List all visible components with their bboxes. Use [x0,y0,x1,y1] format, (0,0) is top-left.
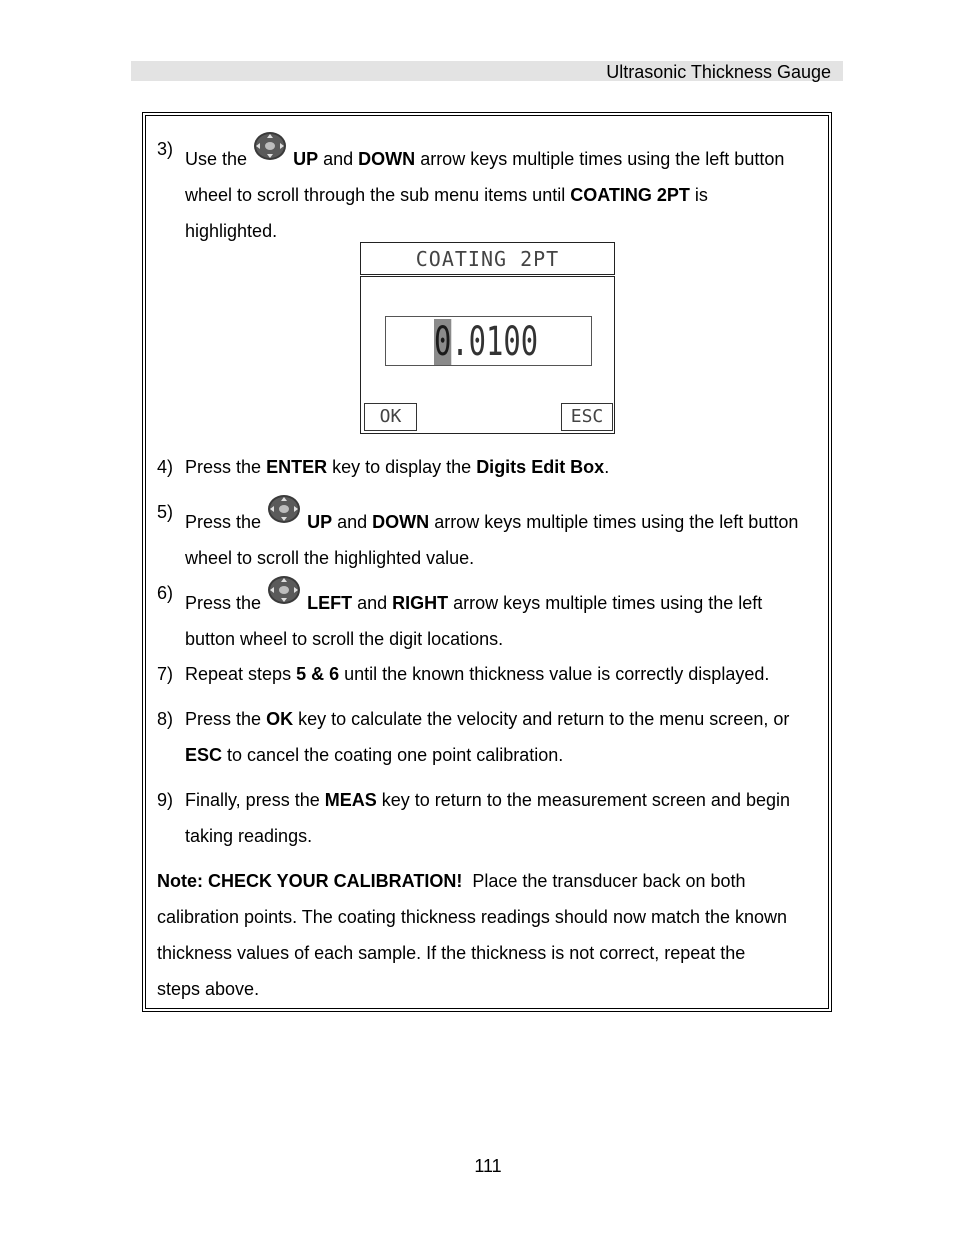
step-6: 6) Press the LEFT and RIGHT arrow keys multiple times using the left button wheel to scroll the digit locations. [157,575,827,657]
esc-button: ESC [561,403,613,431]
step-8: 8) Press the OK key to calculate the velocity and return to the menu screen, or ESC to cancel the coating one point calibration. [157,709,790,765]
step-7: 7) Repeat steps 5 & 6 until the known thickness value is correctly displayed. [157,664,770,684]
button-wheel-icon [267,494,301,524]
lcd-title-bar [360,242,615,275]
ok-button: OK [364,403,417,431]
lcd-menu-title: COATING 2PT [415,247,560,271]
highlighted-digit: 0 [434,319,452,365]
note-label: Note: CHECK YOUR CALIBRATION! [157,871,463,891]
header-title: Ultrasonic Thickness Gauge [606,62,831,82]
step-5: 5) Press the UP and DOWN arrow keys multiple times using the left button wheel to scroll the highlighted value. [157,494,827,576]
calibration-note: Note: CHECK YOUR CALIBRATION! Place the transducer back on both calibration points. The coating thickness readings should now match the known thickness values of each sample. If the thickness is not correct, repeat the steps above. [157,871,788,999]
lcd-screen [360,276,615,434]
step-4: 4) Press the ENTER key to display the Digits Edit Box. [157,457,610,477]
lcd-value: 0.0100 [434,319,539,365]
digits-edit-box [385,316,592,366]
page-number: 111 [474,1156,502,1176]
button-wheel-icon [267,575,301,605]
button-wheel-icon [253,131,287,161]
header-bar [131,61,843,81]
step-9: 9) Finally, press the MEAS key to return to the measurement screen and begin taking readings. [157,790,790,846]
step-3: 3) Use the UP and DOWN arrow keys multiple times using the left button wheel to scroll through the sub menu items until COATING 2PT is highlighted. [157,131,827,249]
